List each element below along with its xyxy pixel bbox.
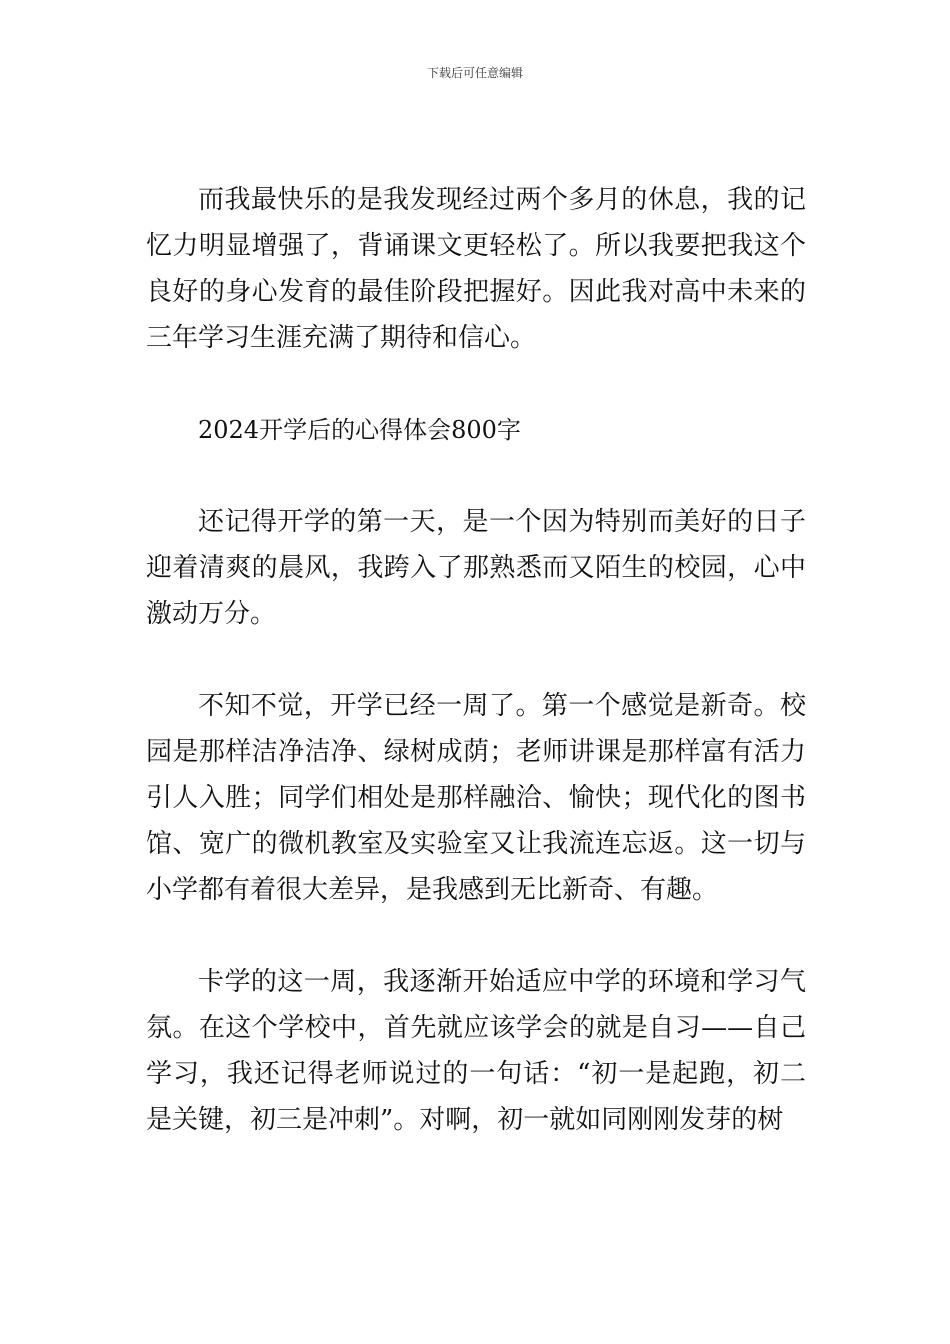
paragraph-3: 不知不觉，开学已经一周了。第一个感觉是新奇。校园是那样洁净洁净、绿树成荫；老师讲课是那样富有活力引人入胜；同学们相处是那样融洽、愉快；现代化的图书馆、宽广的微机教室及实验室又让我流连忘返。这一切与小学都有着很大差异，是我感到无比新奇、有趣。 (146, 691, 806, 905)
paragraph-gap (146, 453, 806, 499)
paragraph-2: 还记得开学的第一天，是一个因为特别而美好的日子迎着清爽的晨风，我跨入了那熟悉而又陌生的校园，心中激动万分。 (146, 507, 806, 629)
paragraph-gap (146, 361, 806, 407)
section-heading: 2024开学后的心得体会800字 (198, 416, 521, 444)
paragraph-gap (146, 637, 806, 683)
paragraph-gap (146, 913, 806, 959)
page-header: 下载后可任意编辑 (426, 66, 523, 80)
paragraph-1: 而我最快乐的是我发现经过两个多月的休息，我的记忆力明显增强了，背诵课文更轻松了。所以我要把我这个良好的身心发育的最佳阶段把握好。因此我对高中未来的三年学习生涯充满了期待和信心。 (146, 185, 806, 353)
paragraph-4: 卡学的这一周，我逐渐开始适应中学的环境和学习气氛。在这个学校中，首先就应该学会的就是自习——自己学习，我还记得老师说过的一句话：“初一是起跑，初二是关键，初三是冲刺”。对啊，初一就如同刚刚发芽的树 (146, 967, 806, 1135)
document-body (146, 177, 806, 1143)
